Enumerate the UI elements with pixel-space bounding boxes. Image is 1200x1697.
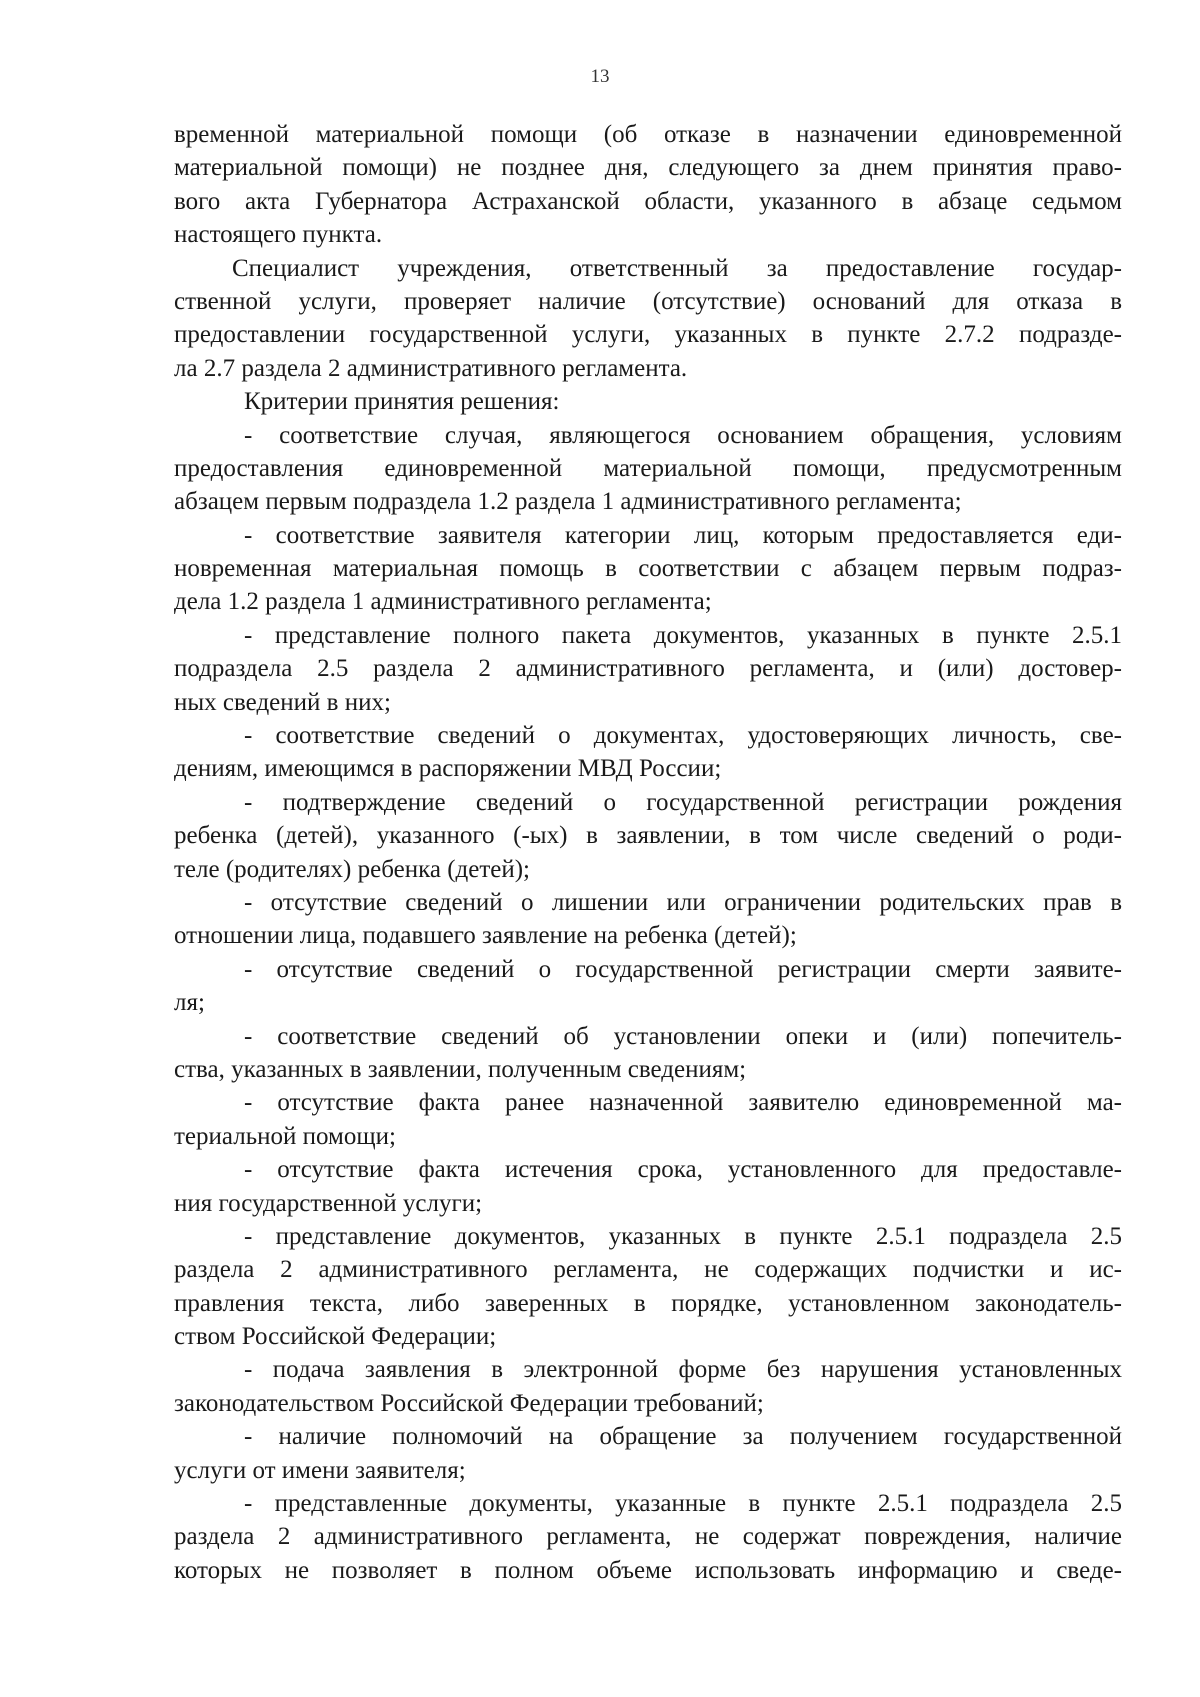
text-line: подраздела 2.5 раздела 2 административного регламента, и (или) достовер- (174, 655, 1122, 683)
page-number: 13 (590, 66, 610, 87)
text-line: - соответствие сведений о документах, удостоверяющих личность, све- (244, 722, 1122, 750)
text-line: - отсутствие сведений о лишении или ограничении родительских прав в (244, 888, 1122, 916)
text-line: Критерии принятия решения: (244, 388, 560, 416)
text-line: - соответствие сведений об установлении опеки и (или) попечитель- (244, 1022, 1122, 1050)
text-line: Специалист учреждения, ответственный за предоставление государ- (232, 254, 1122, 282)
text-line: - отсутствие факта ранее назначенной заявителю единовременной ма- (244, 1089, 1122, 1117)
text-line: которых не позволяет в полном объеме использовать информацию и сведе- (174, 1556, 1122, 1584)
text-line: материальной помощи) не позднее дня, следующего за днем принятия право- (174, 154, 1122, 182)
text-line: вого акта Губернатора Астраханской области, указанного в абзаце седьмом (174, 187, 1122, 215)
text-line: - представленные документы, указанные в пункте 2.5.1 подраздела 2.5 (244, 1490, 1122, 1518)
text-line: - соответствие заявителя категории лиц, которым предоставляется еди- (244, 521, 1122, 549)
text-line: - подтверждение сведений о государственной регистрации рождения (244, 788, 1122, 816)
text-line: настоящего пункта. (174, 221, 383, 249)
text-line: новременная материальная помощь в соответствии с абзацем первым подраз- (174, 555, 1122, 583)
text-line: териальной помощи; (174, 1122, 396, 1150)
text-line: ства, указанных в заявлении, полученным сведениям; (174, 1055, 747, 1083)
text-line: законодательством Российской Федерации требований; (174, 1389, 764, 1417)
body-text (174, 118, 1122, 1587)
text-line: - представление документов, указанных в пункте 2.5.1 подраздела 2.5 (244, 1222, 1122, 1250)
text-line: ребенка (детей), указанного (-ых) в заявлении, в том числе сведений о роди- (174, 822, 1122, 850)
text-line: ных сведений в них; (174, 688, 391, 716)
text-line: раздела 2 административного регламента, не содержащих подчистки и ис- (174, 1256, 1122, 1284)
text-line: правления текста, либо заверенных в порядке, установленном законодатель- (174, 1289, 1122, 1317)
text-line: - отсутствие факта истечения срока, установленного для предоставле- (244, 1156, 1122, 1184)
text-line: раздела 2 административного регламента, не содержат повреждения, наличие (174, 1523, 1122, 1551)
text-line: - наличие полномочий на обращение за получением государственной (244, 1423, 1122, 1451)
text-line: временной материальной помощи (об отказе в назначении единовременной (174, 121, 1122, 148)
text-line: ла 2.7 раздела 2 административного регламента. (174, 354, 688, 382)
text-line: дела 1.2 раздела 1 административного регламента; (174, 588, 712, 616)
text-line: предоставлении государственной услуги, указанных в пункте 2.7.2 подразде- (174, 321, 1122, 349)
text-line: теле (родителях) ребенка (детей); (174, 855, 531, 883)
text-line: ством Российской Федерации; (174, 1323, 497, 1351)
text-line: - отсутствие сведений о государственной регистрации смерти заявите- (244, 955, 1122, 983)
text-line: предоставления единовременной материальной помощи, предусмотренным (174, 454, 1122, 482)
text-line: дениям, имеющимся в распоряжении МВД России; (174, 755, 722, 783)
text-line: отношении лица, подавшего заявление на ребенка (детей); (174, 922, 797, 950)
text-line: абзацем первым подраздела 1.2 раздела 1 административного регламента; (174, 488, 962, 516)
text-line: ния государственной услуги; (174, 1189, 483, 1217)
text-line: ственной услуги, проверяет наличие (отсутствие) оснований для отказа в (174, 287, 1122, 315)
text-line: услуги от имени заявителя; (174, 1456, 466, 1484)
text-line: - соответствие случая, являющегося основанием обращения, условиям (244, 421, 1122, 449)
text-line: - подача заявления в электронной форме без нарушения установленных (244, 1356, 1122, 1384)
text-line: ля; (174, 989, 205, 1017)
text-line: - представление полного пакета документов, указанных в пункте 2.5.1 (244, 621, 1122, 649)
